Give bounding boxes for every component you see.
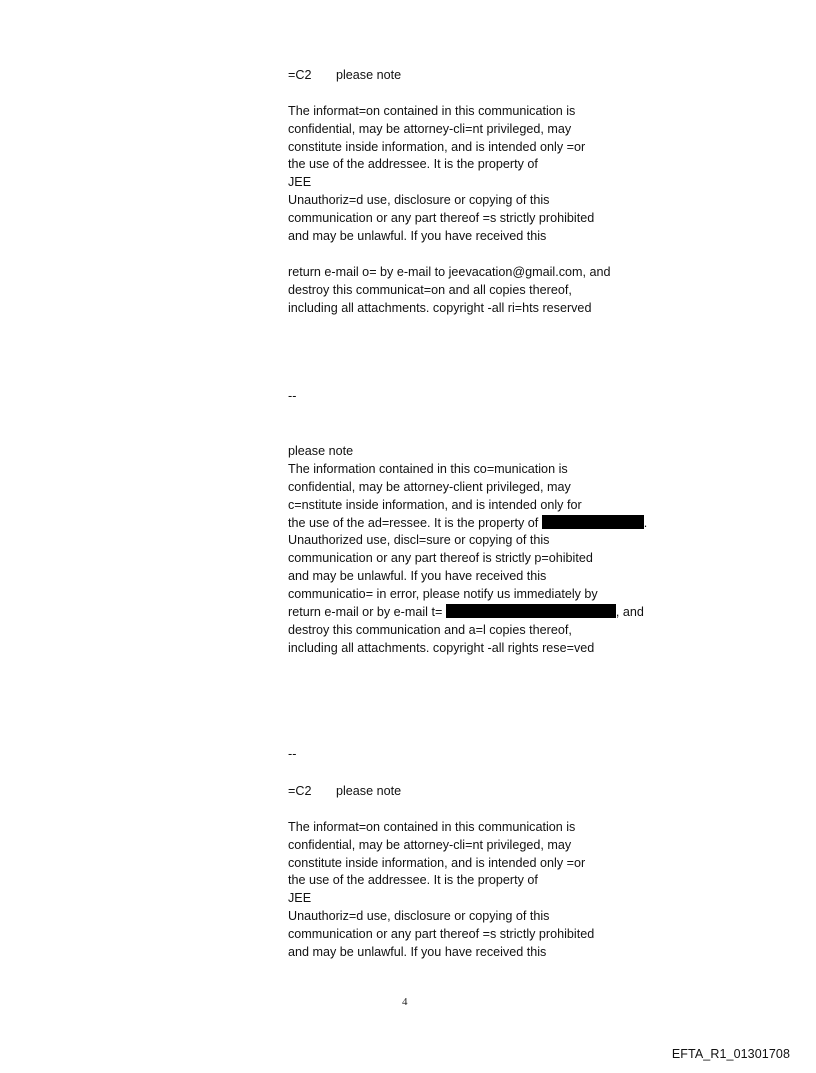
text-line: constitute inside information, and is intended only =or bbox=[288, 855, 586, 870]
text-line: communication or any part thereof is strictly p=ohibited bbox=[288, 551, 593, 566]
text-line: and may be unlawful. If you have received this bbox=[288, 229, 547, 244]
separator-text: -- bbox=[288, 389, 297, 403]
email-line-text: return e-mail or by e-mail t= bbox=[288, 605, 443, 620]
text-line: Unauthoriz=d use, disclosure or copying of this bbox=[288, 193, 550, 208]
text-line: communicatio= in error, please notify us immediately by bbox=[288, 587, 598, 602]
header-note: please note bbox=[336, 784, 402, 798]
text-line: confidential, may be attorney-client privileged, may bbox=[288, 479, 571, 494]
text-line: destroy this communicat=on and all copies thereof, bbox=[288, 282, 572, 297]
text-line: JEE bbox=[288, 175, 312, 190]
blank-line bbox=[288, 246, 688, 264]
separator-2 bbox=[288, 746, 688, 764]
text-line: the use of the addressee. It is the property of bbox=[288, 873, 538, 888]
text-line: communication or any part thereof =s strictly prohibited bbox=[288, 927, 595, 942]
header-note: please note bbox=[336, 68, 402, 82]
disclaimer-header bbox=[288, 783, 688, 801]
text-line: and may be unlawful. If you have received this bbox=[288, 945, 547, 960]
text-line: including all attachments. copyright -all ri=hts reserved bbox=[288, 300, 592, 315]
text-line: confidential, may be attorney-cli=nt privileged, may bbox=[288, 121, 572, 136]
page-number: 4 bbox=[402, 996, 408, 1008]
property-line bbox=[288, 515, 688, 533]
text-line: Unauthorized use, discl=sure or copying of this bbox=[288, 533, 550, 548]
text-line: please note bbox=[288, 444, 354, 458]
text-line: The informat=on contained in this communication is bbox=[288, 819, 576, 834]
text-line: destroy this communication and a=l copies thereof, bbox=[288, 622, 572, 637]
disclaimer-block-1 bbox=[288, 67, 688, 317]
text-line: constitute inside information, and is intended only =or bbox=[288, 139, 586, 154]
header-code: =C2 bbox=[288, 784, 312, 798]
blank-line bbox=[288, 85, 688, 103]
header-code: =C2 bbox=[288, 68, 312, 82]
disclaimer-block-3 bbox=[288, 783, 688, 962]
text-line: and may be unlawful. If you have received this bbox=[288, 569, 547, 584]
text-line: The informat=on contained in this communication is bbox=[288, 103, 576, 118]
property-line-text: the use of the ad=ressee. It is the property of bbox=[288, 515, 539, 530]
redaction-bar bbox=[542, 515, 644, 529]
text-line: return e-mail o= by e-mail to jeevacation@gmail.com, and bbox=[288, 264, 611, 279]
redaction-bar bbox=[446, 604, 616, 618]
separator-1 bbox=[288, 388, 688, 406]
text-line: JEE bbox=[288, 891, 312, 906]
email-line bbox=[288, 604, 688, 622]
text-line: confidential, may be attorney-cli=nt privileged, may bbox=[288, 837, 572, 852]
property-line-suffix: . bbox=[643, 515, 648, 530]
text-line: the use of the addressee. It is the property of bbox=[288, 157, 538, 172]
separator-text: -- bbox=[288, 747, 297, 761]
text-line: Unauthoriz=d use, disclosure or copying of this bbox=[288, 909, 550, 924]
text-line: c=nstitute inside information, and is intended only for bbox=[288, 497, 582, 512]
disclaimer-header bbox=[288, 67, 688, 85]
text-line: including all attachments. copyright -all rights rese=ved bbox=[288, 640, 595, 655]
text-line: communication or any part thereof =s strictly prohibited bbox=[288, 211, 595, 226]
bates-number: EFTA_R1_01301708 bbox=[671, 1047, 790, 1061]
blank-line bbox=[288, 801, 688, 819]
disclaimer-block-2 bbox=[288, 443, 688, 658]
text-line: The information contained in this co=munication is bbox=[288, 461, 568, 476]
email-line-suffix: , and bbox=[615, 605, 644, 620]
